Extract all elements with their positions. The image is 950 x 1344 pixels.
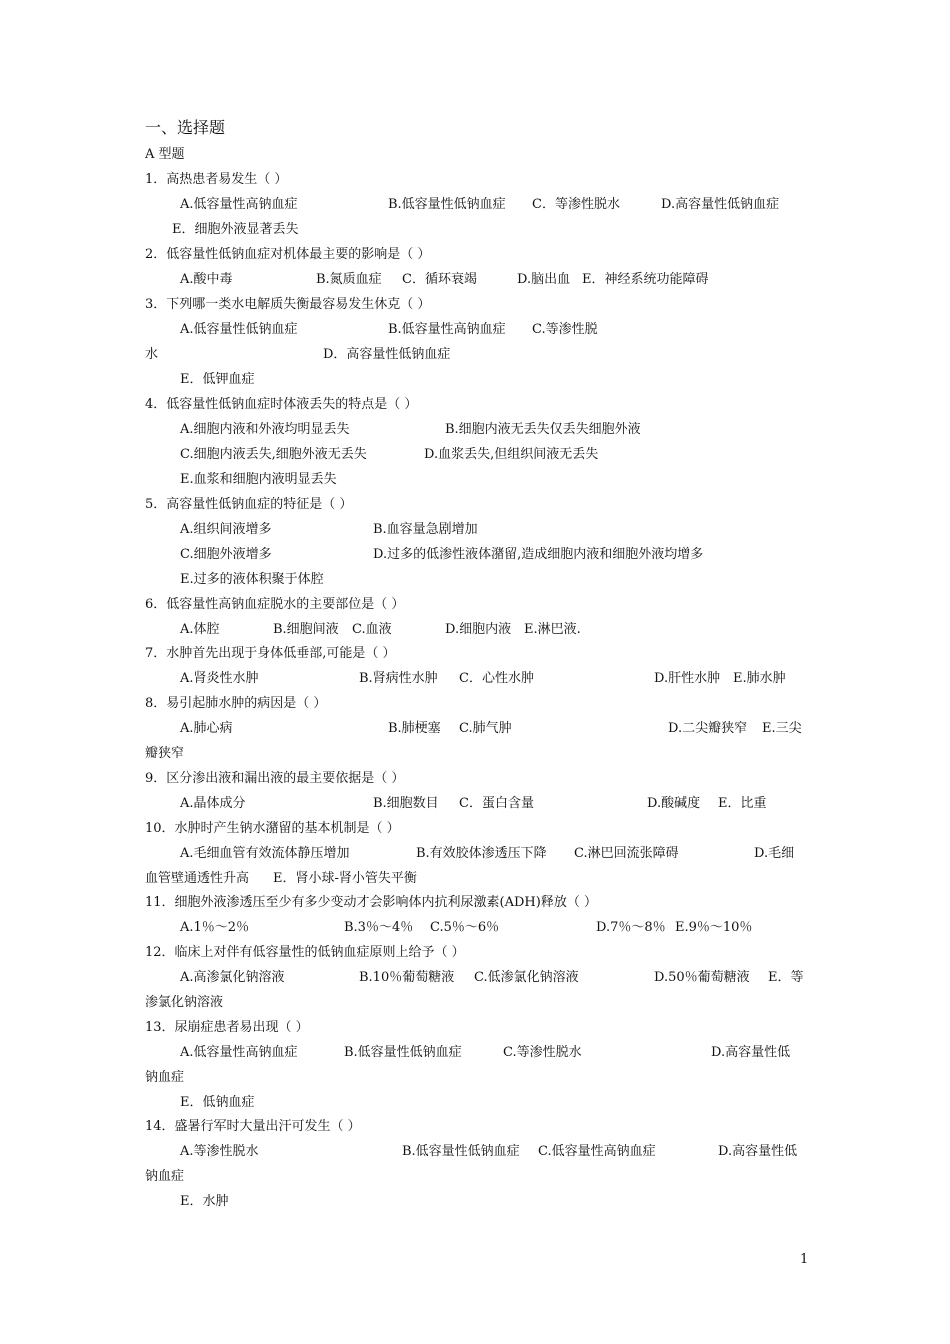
q3-option-e: E．低钾血症 (180, 372, 255, 387)
q9-option-b: B.细胞数目 (373, 796, 439, 811)
q2-option-b: B.氮质血症 (316, 272, 382, 287)
q12-option-e: E．等 (768, 970, 804, 985)
q10-option-b: B.有效胶体渗透压下降 (416, 846, 547, 861)
q8-option-d: D.二尖瓣狭窄 (668, 721, 748, 736)
question-5-stem: 5．高容量性低钠血症的特征是（ ） (145, 497, 353, 512)
q4-option-a: A.细胞内液和外液均明显丢失 (180, 422, 350, 437)
q4-option-d: D.血浆丢失,但组织间液无丢失 (424, 447, 599, 462)
q7-option-e: E.肺水肿 (733, 671, 786, 686)
q11-option-e: E.9％～10％ (675, 920, 753, 935)
q13-option-d-continued: 钠血症 (145, 1070, 185, 1085)
q14-option-a: A.等渗性脱水 (180, 1144, 259, 1159)
q3-option-a: A.低容量性低钠血症 (180, 322, 298, 337)
question-13-stem: 13．尿崩症患者易出现（ ） (145, 1020, 309, 1035)
q7-option-d: D.肝性水肿 (654, 671, 721, 686)
q4-option-b: B.细胞内液无丢失仅丢失细胞外液 (445, 422, 641, 437)
q6-option-d: D.细胞内液 (445, 622, 512, 637)
q9-option-e: E．比重 (718, 796, 767, 811)
q5-option-c: C.细胞外液增多 (180, 547, 272, 562)
question-12-stem: 12．临床上对伴有低容量性的低钠血症原则上给予（ ） (145, 945, 465, 960)
q9-option-d: D.酸碱度 (647, 796, 701, 811)
q7-option-a: A.肾炎性水肿 (180, 671, 259, 686)
q12-option-d: D.50％葡萄糖液 (654, 970, 750, 985)
question-6-stem: 6．低容量性高钠血症脱水的主要部位是（ ） (145, 597, 405, 612)
q7-option-c: C．心性水肿 (459, 671, 534, 686)
q12-option-b: B.10％葡萄糖液 (359, 970, 455, 985)
q2-option-c: C．循环衰竭 (402, 272, 477, 287)
q11-option-d: D.7％～8％ (596, 920, 666, 935)
q3-option-d: D．高容量性低钠血症 (323, 347, 451, 362)
q11-option-b: B.3％～4％ (344, 920, 414, 935)
q5-option-b: B.血容量急剧增加 (373, 522, 478, 537)
q6-option-e: E.淋巴液. (524, 622, 581, 637)
q12-option-e-continued: 渗氯化钠溶液 (145, 995, 224, 1010)
question-8-stem: 8．易引起肺水肿的病因是（ ） (145, 696, 327, 711)
q14-option-d: D.高容量性低 (718, 1144, 798, 1159)
q3-option-c-continued: 水 (145, 347, 159, 362)
q13-option-e: E．低钠血症 (180, 1095, 255, 1110)
q10-option-a: A.毛细血管有效流体静压增加 (180, 846, 350, 861)
q11-option-c: C.5％～6％ (430, 920, 500, 935)
q6-option-a: A.体腔 (180, 622, 220, 637)
sub-title: A 型题 (145, 147, 185, 162)
question-14-stem: 14．盛暑行军时大量出汗可发生（ ） (145, 1119, 361, 1134)
q4-option-e: E.血浆和细胞内液明显丢失 (180, 472, 337, 487)
q5-option-a: A.组织间液增多 (180, 522, 272, 537)
q14-option-d-continued: 钠血症 (145, 1169, 185, 1184)
q5-option-e: E.过多的液体积聚于体腔 (180, 572, 324, 587)
question-10-stem: 10．水肿时产生钠水潴留的基本机制是（ ） (145, 821, 400, 836)
q8-option-e-continued: 瓣狭窄 (145, 746, 185, 761)
q8-option-e: E.三尖 (762, 721, 802, 736)
q8-option-c: C.肺气肿 (459, 721, 512, 736)
q4-option-c: C.细胞内液丢失,细胞外液无丢失 (180, 447, 367, 462)
question-3-stem: 3．下列哪一类水电解质失衡最容易发生休克（ ） (145, 297, 431, 312)
q9-option-c: C．蛋白含量 (459, 796, 534, 811)
question-4-stem: 4．低容量性低钠血症时体液丢失的特点是（ ） (145, 397, 418, 412)
q1-option-e: E．细胞外液显著丢失 (172, 222, 299, 237)
q2-option-a: A.酸中毒 (180, 272, 233, 287)
q14-option-b: B.低容量性低钠血症 (402, 1144, 520, 1159)
q8-option-a: A.肺心病 (180, 721, 233, 736)
question-9-stem: 9．区分渗出液和漏出液的最主要依据是（ ） (145, 771, 405, 786)
q1-option-a: A.低容量性高钠血症 (180, 197, 298, 212)
section-title: 一、选择题 (145, 118, 226, 137)
q13-option-d: D.高容量性低 (711, 1045, 791, 1060)
q8-option-b: B.肺梗塞 (388, 721, 441, 736)
question-2-stem: 2．低容量性低钠血症对机体最主要的影响是（ ） (145, 247, 431, 262)
question-1-stem: 1．高热患者易发生（ ） (145, 172, 288, 187)
q11-option-a: A.1％～2％ (180, 920, 250, 935)
q12-option-a: A.高渗氯化钠溶液 (180, 970, 285, 985)
q13-option-a: A.低容量性高钠血症 (180, 1045, 298, 1060)
q7-option-b: B.肾病性水肿 (359, 671, 438, 686)
q10-option-d-continued: 血管壁通透性升高 (145, 871, 250, 886)
q2-option-e: E．神经系统功能障碍 (582, 272, 709, 287)
q14-option-e: E．水肿 (180, 1194, 229, 1209)
q10-option-c: C.淋巴回流张障碍 (574, 846, 679, 861)
q1-option-d: D.高容量性低钠血症 (661, 197, 780, 212)
q5-option-d: D.过多的低渗性液体潴留,造成细胞内液和细胞外液均增多 (373, 547, 704, 562)
q6-option-b: B.细胞间液 (273, 622, 339, 637)
q3-option-c: C.等渗性脱 (532, 322, 598, 337)
q10-option-e: E．肾小球-肾小管失平衡 (273, 871, 417, 886)
q2-option-d: D.脑出血 (517, 272, 571, 287)
q13-option-c: C.等渗性脱水 (503, 1045, 582, 1060)
q10-option-d: D.毛细 (754, 846, 795, 861)
q3-option-b: B.低容量性高钠血症 (388, 322, 506, 337)
question-11-stem: 11．细胞外液渗透压至少有多少变动才会影响体内抗利尿激素(ADH)释放（ ） (145, 895, 597, 910)
q6-option-c: C.血液 (352, 622, 392, 637)
q13-option-b: B.低容量性低钠血症 (344, 1045, 462, 1060)
page-number: 1 (800, 1252, 809, 1267)
question-7-stem: 7．水肿首先出现于身体低垂部,可能是（ ） (145, 646, 396, 661)
q14-option-c: C.低容量性高钠血症 (538, 1144, 656, 1159)
q9-option-a: A.晶体成分 (180, 796, 246, 811)
q12-option-c: C.低渗氯化钠溶液 (474, 970, 579, 985)
q1-option-c: C．等渗性脱水 (532, 197, 620, 212)
q1-option-b: B.低容量性低钠血症 (388, 197, 506, 212)
